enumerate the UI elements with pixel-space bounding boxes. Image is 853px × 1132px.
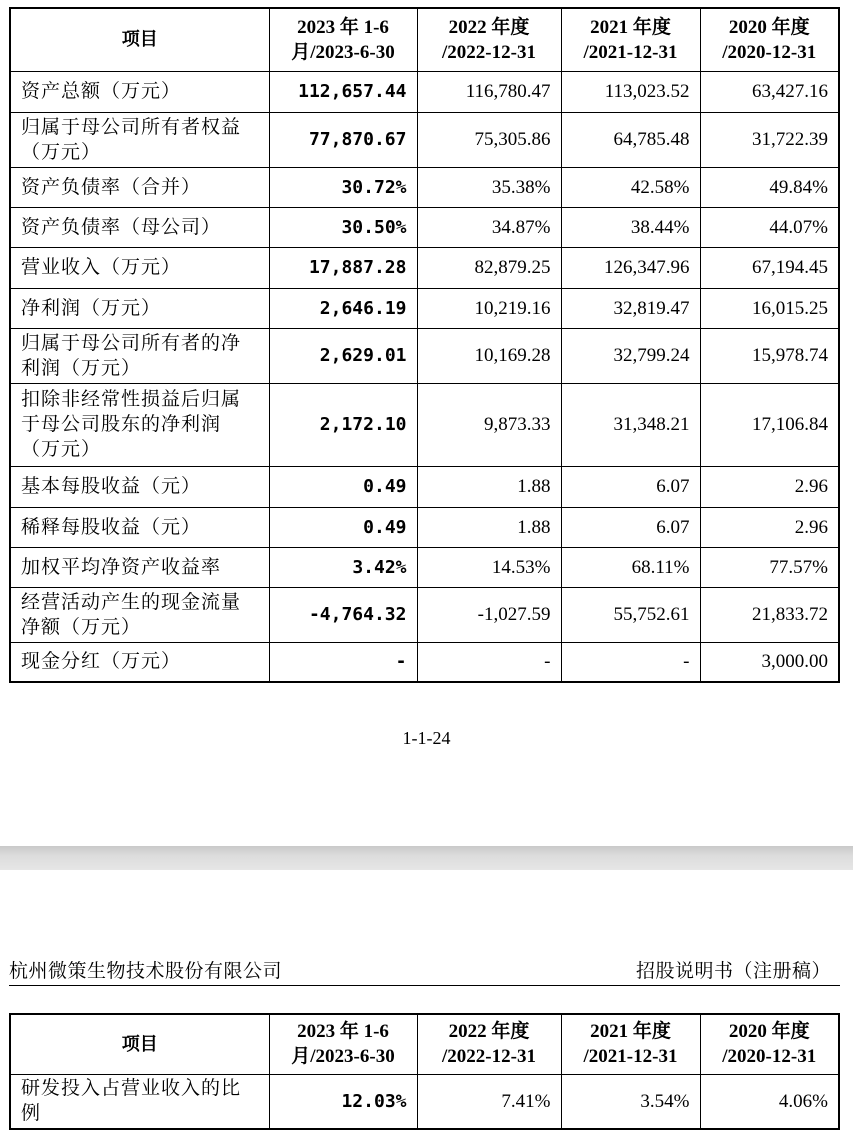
cell-value: 32,819.47 xyxy=(561,288,700,328)
cell-value: 17,887.28 xyxy=(269,247,417,288)
cell-value: 2.96 xyxy=(700,466,839,507)
cell-value: 64,785.48 xyxy=(561,112,700,167)
row-label: 稀释每股收益（元） xyxy=(10,507,269,547)
header-2021: 2021 年度 /2021-12-31 xyxy=(561,1014,700,1074)
cell-value: 14.53% xyxy=(417,547,561,587)
cell-value: 16,015.25 xyxy=(700,288,839,328)
cell-value: 3.42% xyxy=(269,547,417,587)
cell-value: 7.41% xyxy=(417,1074,561,1129)
table-row xyxy=(10,71,839,112)
cell-value: 31,348.21 xyxy=(561,383,700,466)
header-2021: 2021 年度 /2021-12-31 xyxy=(561,8,700,71)
cell-value: 10,169.28 xyxy=(417,328,561,383)
page-gap xyxy=(0,846,853,870)
table-row xyxy=(10,167,839,207)
row-label: 现金分红（万元） xyxy=(10,642,269,682)
cell-value: 34.87% xyxy=(417,207,561,247)
row-label: 研发投入占营业收入的比例 xyxy=(10,1074,269,1129)
cell-value: 32,799.24 xyxy=(561,328,700,383)
row-label: 基本每股收益（元） xyxy=(10,466,269,507)
cell-value: 21,833.72 xyxy=(700,587,839,642)
cell-value: -1,027.59 xyxy=(417,587,561,642)
cell-value: 6.07 xyxy=(561,466,700,507)
table-row xyxy=(10,466,839,507)
row-label: 净利润（万元） xyxy=(10,288,269,328)
row-label: 营业收入（万元） xyxy=(10,247,269,288)
table-row xyxy=(10,247,839,288)
cell-value: 6.07 xyxy=(561,507,700,547)
cell-value: 17,106.84 xyxy=(700,383,839,466)
cell-value: 116,780.47 xyxy=(417,71,561,112)
cell-value: 68.11% xyxy=(561,547,700,587)
cell-value: - xyxy=(417,642,561,682)
cell-value: 1.88 xyxy=(417,466,561,507)
row-label: 资产总额（万元） xyxy=(10,71,269,112)
row-label: 加权平均净资产收益率 xyxy=(10,547,269,587)
cell-value: 0.49 xyxy=(269,507,417,547)
header-divider xyxy=(9,985,840,986)
cell-value: 12.03% xyxy=(269,1074,417,1129)
page-number: 1-1-24 xyxy=(402,728,451,748)
header-2020: 2020 年度 /2020-12-31 xyxy=(700,1014,839,1074)
table-row xyxy=(10,547,839,587)
row-label: 归属于母公司所有者权益（万元） xyxy=(10,112,269,167)
cell-value: 82,879.25 xyxy=(417,247,561,288)
cell-value: 75,305.86 xyxy=(417,112,561,167)
cell-value: 67,194.45 xyxy=(700,247,839,288)
row-label: 资产负债率（合并） xyxy=(10,167,269,207)
cell-value: - xyxy=(561,642,700,682)
cell-value: 126,347.96 xyxy=(561,247,700,288)
row-label: 资产负债率（母公司） xyxy=(10,207,269,247)
row-label: 归属于母公司所有者的净利润（万元） xyxy=(10,328,269,383)
table-row xyxy=(10,587,839,642)
row-label: 扣除非经常性损益后归属于母公司股东的净利润（万元） xyxy=(10,383,269,466)
cell-value: - xyxy=(269,642,417,682)
cell-value: 9,873.33 xyxy=(417,383,561,466)
cell-value: 63,427.16 xyxy=(700,71,839,112)
cell-value: 0.49 xyxy=(269,466,417,507)
header-2022: 2022 年度 /2022-12-31 xyxy=(417,8,561,71)
table-row xyxy=(10,383,839,466)
header-2020: 2020 年度 /2020-12-31 xyxy=(700,8,839,71)
cell-value: 30.72% xyxy=(269,167,417,207)
header-2023h1: 2023 年 1-6 月/2023-6-30 xyxy=(269,8,417,71)
cell-value: 4.06% xyxy=(700,1074,839,1129)
cell-value: 3.54% xyxy=(561,1074,700,1129)
cell-value: 2,172.10 xyxy=(269,383,417,466)
cell-value: 30.50% xyxy=(269,207,417,247)
cell-value: 3,000.00 xyxy=(700,642,839,682)
table-row xyxy=(10,1074,839,1129)
cell-value: 15,978.74 xyxy=(700,328,839,383)
cell-value: 42.58% xyxy=(561,167,700,207)
table-row xyxy=(10,642,839,682)
row-label: 经营活动产生的现金流量净额（万元） xyxy=(10,587,269,642)
table-row xyxy=(10,288,839,328)
table-row xyxy=(10,328,839,383)
table-row xyxy=(10,112,839,167)
cell-value: 2,629.01 xyxy=(269,328,417,383)
cell-value: 10,219.16 xyxy=(417,288,561,328)
cell-value: 113,023.52 xyxy=(561,71,700,112)
table-row xyxy=(10,207,839,247)
cell-value: 55,752.61 xyxy=(561,587,700,642)
table-row xyxy=(10,507,839,547)
cell-value: 2.96 xyxy=(700,507,839,547)
header-2022: 2022 年度 /2022-12-31 xyxy=(417,1014,561,1074)
cell-value: 77,870.67 xyxy=(269,112,417,167)
cell-value: 2,646.19 xyxy=(269,288,417,328)
cell-value: 31,722.39 xyxy=(700,112,839,167)
rd-ratio-table xyxy=(9,1013,840,1130)
cell-value: 49.84% xyxy=(700,167,839,207)
cell-value: 35.38% xyxy=(417,167,561,207)
cell-value: 112,657.44 xyxy=(269,71,417,112)
document-title: 招股说明书（注册稿） xyxy=(635,961,831,982)
cell-value: 38.44% xyxy=(561,207,700,247)
header-item: 项目 xyxy=(10,8,269,71)
financial-indicators-table xyxy=(9,7,840,683)
company-name: 杭州微策生物技术股份有限公司 xyxy=(9,961,283,982)
cell-value: 1.88 xyxy=(417,507,561,547)
cell-value: 44.07% xyxy=(700,207,839,247)
table-header-row xyxy=(10,1014,839,1074)
header-item: 项目 xyxy=(10,1014,269,1074)
table-header-row xyxy=(10,8,839,71)
header-2023h1: 2023 年 1-6 月/2023-6-30 xyxy=(269,1014,417,1074)
cell-value: 77.57% xyxy=(700,547,839,587)
cell-value: -4,764.32 xyxy=(269,587,417,642)
